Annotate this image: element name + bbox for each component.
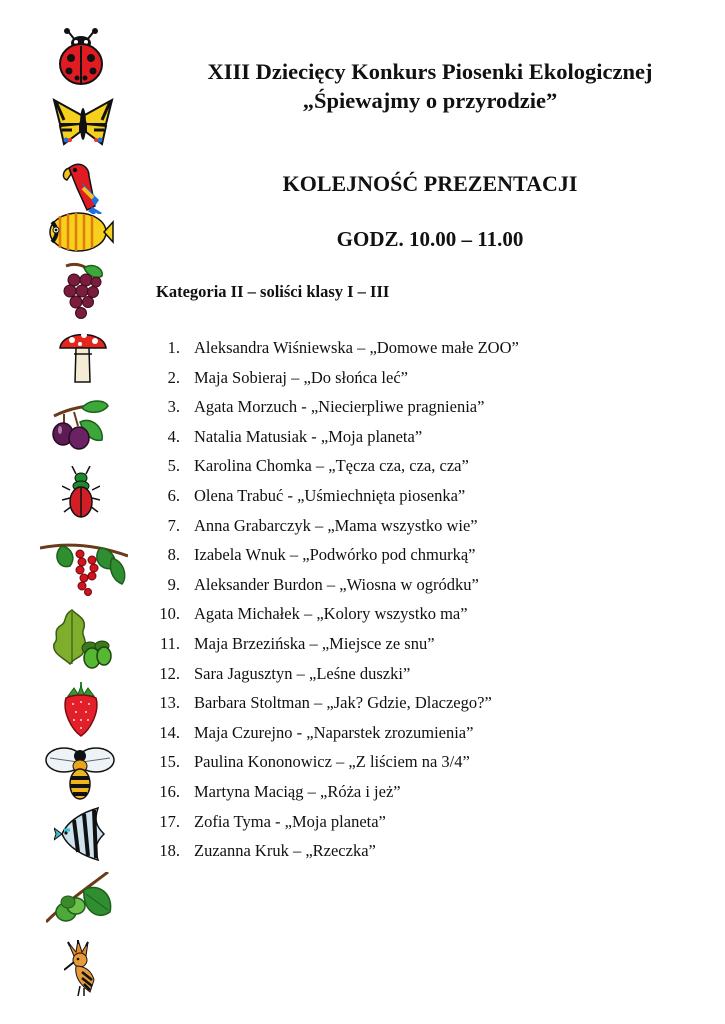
list-item [152, 336, 519, 366]
list-item [152, 750, 519, 780]
item-text: Aleksandra Wiśniewska – „Domowe małe ZOO” [194, 338, 519, 357]
item-text: Martyna Maciąg – „Róża i jeż” [194, 781, 401, 801]
list-item [152, 543, 519, 573]
list-item [152, 721, 519, 751]
item-text: Zofia Tyma - „Moja planeta” [194, 811, 386, 831]
item-text: Maja Czurejno - „Naparstek zrozumienia” [194, 722, 474, 742]
item-number: 7. [167, 515, 180, 535]
item-text: Maja Sobieraj – „Do słońca leć” [194, 367, 408, 387]
item-text: Natalia Matusiak - „Moja planeta” [194, 426, 423, 446]
list-item [152, 425, 519, 455]
item-text: Paulina Kononowicz – „Z liściem na 3/4” [194, 752, 470, 772]
item-text: Anna Grabarczyk – „Mama wszystko wie” [194, 515, 478, 535]
item-text: Maja Brzezińska – „Miejsce ze snu” [194, 633, 435, 653]
fish-icon [46, 210, 114, 254]
list-item [152, 691, 519, 721]
list-item [152, 366, 519, 396]
list-item [152, 514, 519, 544]
butterfly-icon [50, 96, 116, 148]
parrot-icon [55, 158, 107, 214]
item-number: 1. [167, 338, 180, 357]
item-number: 10. [159, 604, 180, 624]
list-item [152, 573, 519, 603]
hoopoe-icon [64, 940, 104, 998]
item-number: 16. [159, 781, 180, 801]
list-item [152, 395, 519, 425]
item-number: 3. [167, 397, 180, 417]
item-number: 15. [159, 752, 180, 772]
oak-acorn-icon [50, 608, 112, 670]
list-item [152, 602, 519, 632]
item-number: 17. [159, 811, 180, 831]
item-number: 2. [167, 367, 180, 387]
beetle-icon [62, 466, 100, 520]
bee-icon [44, 742, 116, 800]
section-title: KOLEJNOŚĆ PREZENTACJI [282, 171, 578, 196]
icon-sidebar [0, 0, 140, 1024]
list-item [152, 780, 519, 810]
presentation-list [152, 336, 519, 869]
category-heading: Kategoria II – soliści klasy I – III [156, 282, 390, 301]
item-number: 5. [167, 456, 180, 476]
item-number: 9. [167, 574, 180, 594]
currants-icon [40, 540, 128, 596]
mushroom-icon [58, 326, 108, 386]
list-item [152, 632, 519, 662]
item-number: 14. [159, 722, 180, 742]
hazelnut-icon [46, 872, 114, 928]
plums-icon [50, 398, 110, 454]
item-number: 12. [159, 663, 180, 683]
item-text: Aleksander Burdon – „Wiosna w ogródku” [194, 574, 479, 594]
item-text: Zuzanna Kruk – „Rzeczka” [194, 841, 376, 861]
list-item [152, 810, 519, 840]
item-text: Agata Michałek – „Kolory wszystko ma” [194, 604, 468, 624]
item-number: 6. [167, 485, 180, 505]
item-number: 18. [159, 841, 180, 861]
item-text: Barbara Stoltman – „Jak? Gdzie, Dlaczego?” [194, 693, 492, 713]
list-item [152, 839, 519, 869]
strawberry-icon [62, 682, 100, 738]
time-slot: GODZ. 10.00 – 11.00 [336, 227, 524, 251]
item-number: 13. [159, 693, 180, 713]
list-item [152, 484, 519, 514]
contest-subtitle: „Śpiewajmy o przyrodzie” [302, 88, 558, 113]
ladybug-icon [55, 28, 107, 86]
item-text: Izabela Wnuk – „Podwórko pod chmurką” [194, 545, 476, 565]
item-text: Sara Jagusztyn – „Leśne duszki” [194, 663, 411, 683]
list-item [152, 662, 519, 692]
item-number: 4. [167, 426, 180, 446]
item-number: 8. [167, 545, 180, 565]
grapes-icon [58, 262, 106, 320]
item-text: Agata Morzuch - „Niecierpliwe pragnienia” [194, 397, 485, 417]
item-text: Olena Trabuć - „Uśmiechnięta piosenka” [194, 485, 466, 505]
list-item [152, 454, 519, 484]
item-number: 11. [159, 633, 180, 653]
item-text: Karolina Chomka – „Tęcza cza, cza, cza” [194, 456, 469, 476]
angelfish-icon [54, 806, 106, 862]
contest-title: XIII Dziecięcy Konkurs Piosenki Ekologicznej [207, 59, 653, 84]
